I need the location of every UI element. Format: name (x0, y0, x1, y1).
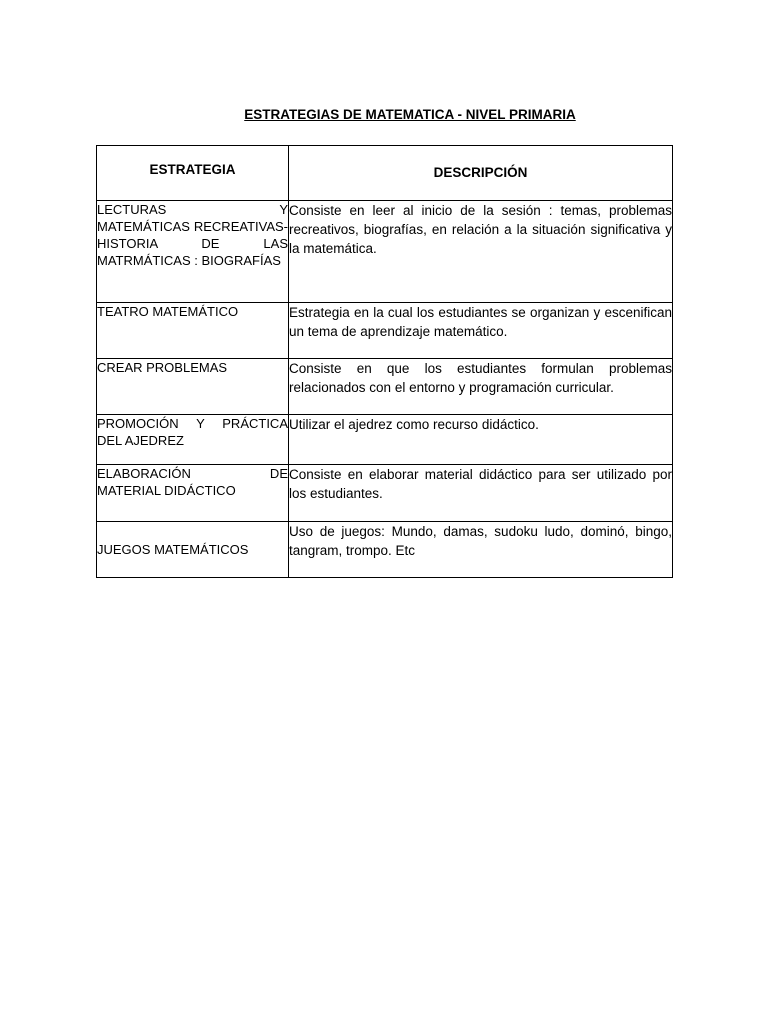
strategy-cell (97, 201, 289, 303)
strategy-text: MATERIAL DIDÁCTICO (97, 483, 236, 498)
header-descripcion (289, 146, 673, 201)
strategy-cell (97, 415, 289, 465)
table-row (97, 415, 673, 465)
table-header-row (97, 146, 673, 201)
header-estrategia (97, 146, 289, 201)
description-cell: Utilizar el ajedrez como recurso didáctico. (289, 415, 673, 465)
table-row (97, 303, 673, 359)
description-cell: Consiste en elaborar material didáctico para ser utilizado por los estudiantes. (289, 465, 673, 522)
strategy-cell: CREAR PROBLEMAS (97, 359, 289, 415)
table-row (97, 359, 673, 415)
table-row (97, 201, 673, 303)
strategy-text: DEL AJEDREZ (97, 433, 184, 448)
header-descripcion-label: DESCRIPCIÓN (433, 165, 528, 180)
strategy-text: MATEMÁTICAS RECREATIVAS- HISTORIA DE LAS MATRMÁTICAS : BIOGRAFÍAS (97, 219, 288, 268)
table-row (97, 465, 673, 522)
strategy-text-line1: ELABORACIÓN DE (97, 466, 288, 481)
strategy-cell: JUEGOS MATEMÁTICOS (97, 522, 289, 578)
description-cell: Consiste en que los estudiantes formulan problemas relacionados con el entorno y programación curricular. (289, 359, 673, 415)
strategy-text-line1: LECTURAS Y (97, 202, 288, 217)
header-estrategia-label: ESTRATEGIA (149, 162, 236, 177)
strategy-cell: TEATRO MATEMÁTICO (97, 303, 289, 359)
description-cell: Uso de juegos: Mundo, damas, sudoku ludo, dominó, bingo, tangram, trompo. Etc (289, 522, 673, 578)
strategies-table (96, 145, 673, 578)
description-cell: Consiste en leer al inicio de la sesión : temas, problemas recreativos, biografías, en relación a la situación significativa y la matemática. (289, 201, 673, 303)
description-cell: Estrategia en la cual los estudiantes se organizan y escenifican un tema de aprendizaje matemático. (289, 303, 673, 359)
table-row (97, 522, 673, 578)
strategy-text-line1: PROMOCIÓN Y PRÁCTICA (97, 416, 288, 431)
strategy-cell (97, 465, 289, 522)
document-title: ESTRATEGIAS DE MATEMATICA - NIVEL PRIMARIA (244, 107, 576, 122)
